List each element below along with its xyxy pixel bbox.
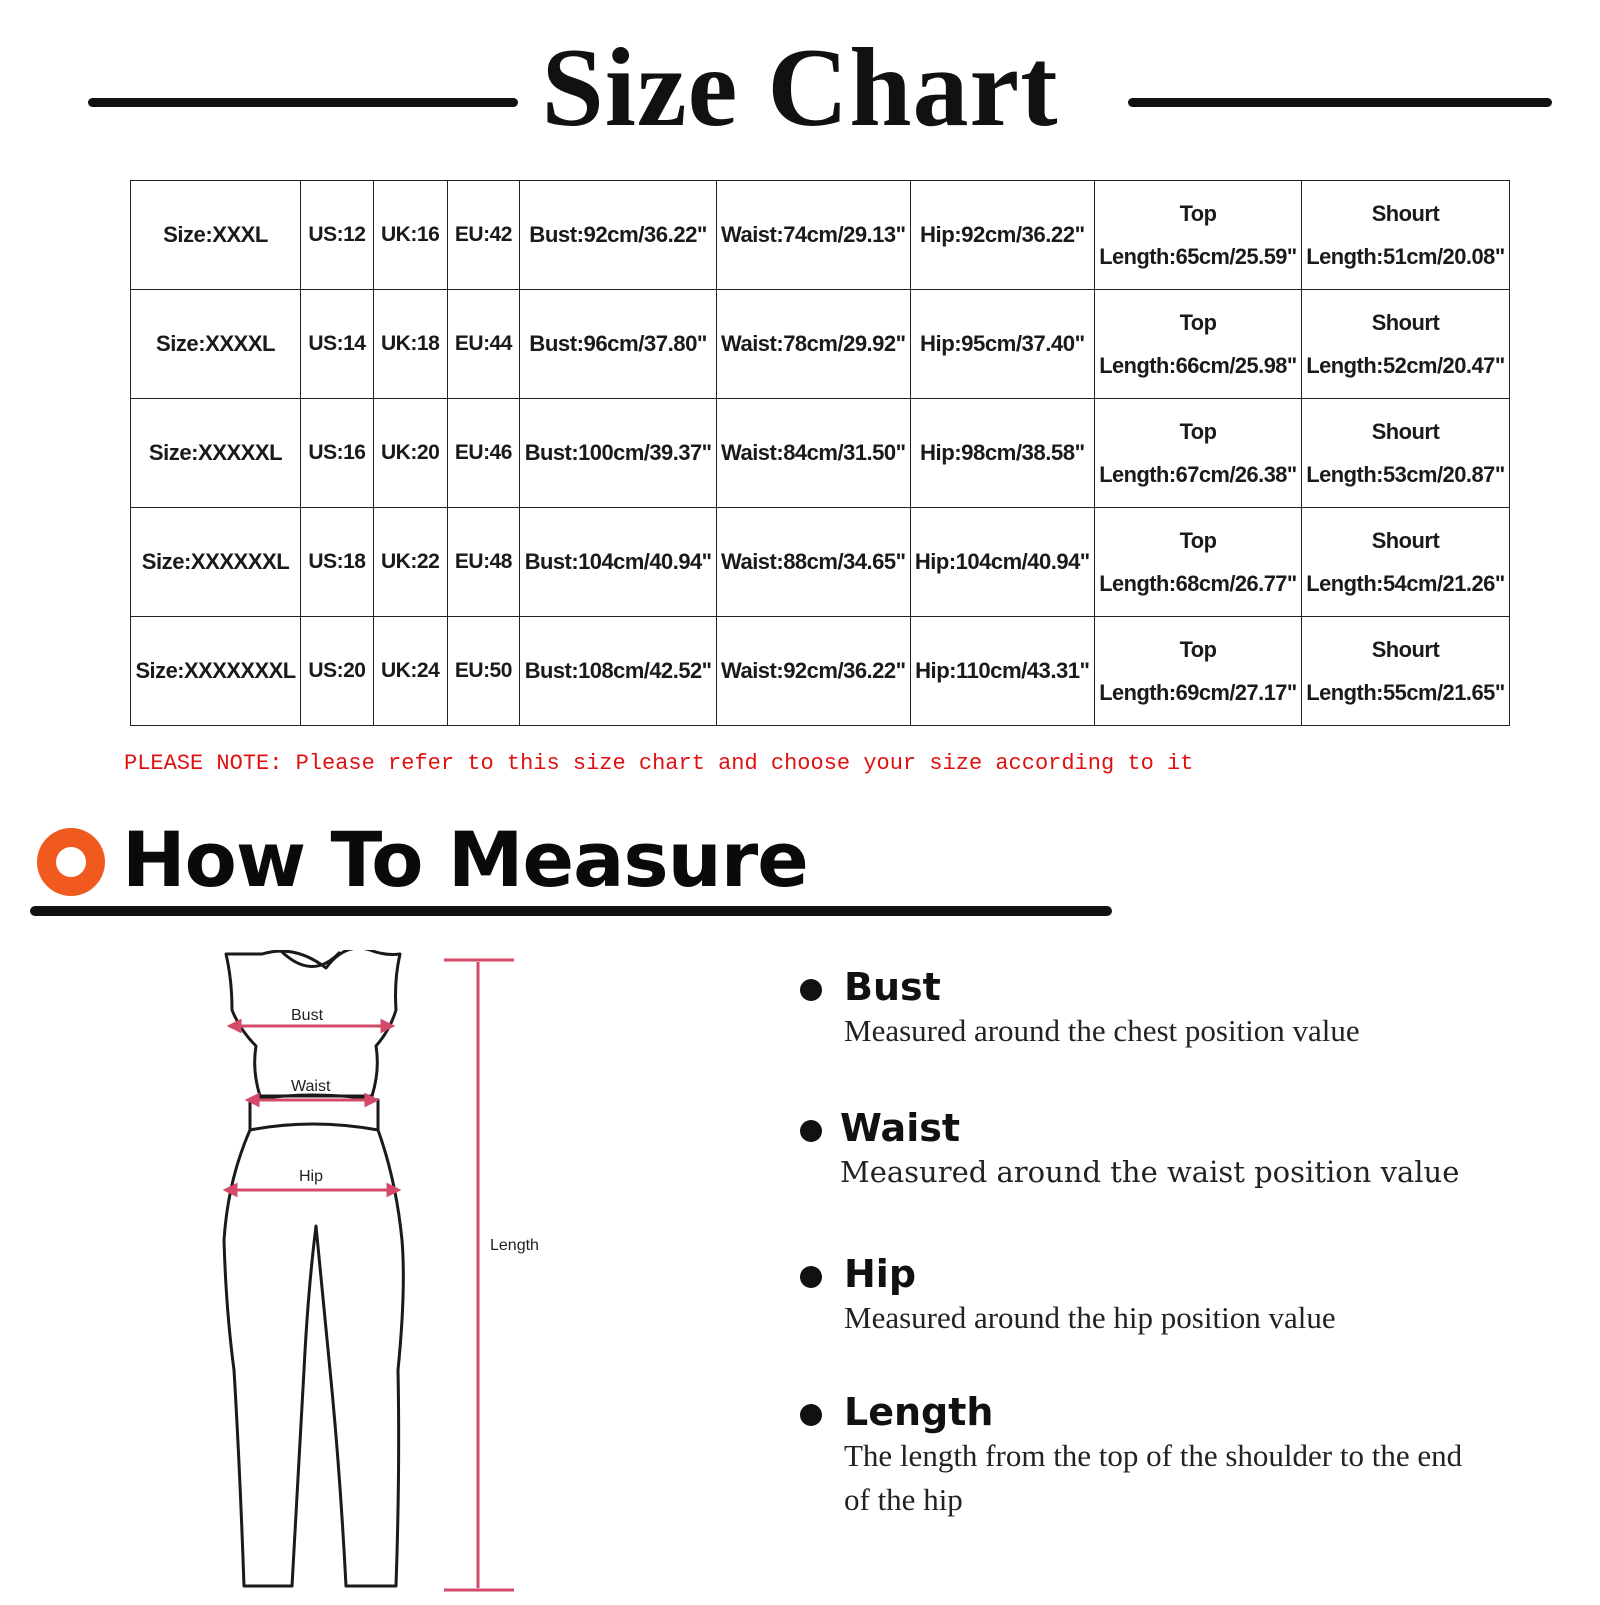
- hip-cell: Hip:92cm/36.22": [910, 181, 1094, 290]
- top-length-cell: [1095, 617, 1302, 726]
- cell-value: Length:69cm/27.17": [1099, 680, 1297, 705]
- bust-cell: Bust:104cm/40.94": [520, 508, 717, 617]
- waist-cell: Waist:74cm/29.13": [716, 181, 910, 290]
- measure-title-hip: Hip: [844, 1252, 917, 1296]
- top-length-cell: [1095, 399, 1302, 508]
- uk-size-cell: UK:20: [373, 399, 447, 508]
- size-cell: Size:XXXL: [131, 181, 301, 290]
- cell-label: Shourt: [1371, 419, 1440, 444]
- size-cell: Size:XXXXXXL: [131, 508, 301, 617]
- table-row: [131, 181, 1510, 290]
- short-length-cell: [1301, 290, 1509, 399]
- waist-cell: Waist:84cm/31.50": [716, 399, 910, 508]
- measure-title-bust: Bust: [844, 965, 941, 1009]
- uk-size-cell: UK:24: [373, 617, 447, 726]
- cell-value: Length:65cm/25.59": [1099, 244, 1297, 269]
- measure-title-length: Length: [844, 1390, 994, 1434]
- size-cell: Size:XXXXL: [131, 290, 301, 399]
- eu-size-cell: EU:50: [447, 617, 520, 726]
- us-size-cell: US:12: [301, 181, 374, 290]
- bust-cell: Bust:108cm/42.52": [520, 617, 717, 726]
- measure-desc-waist: Measured around the waist position value: [840, 1155, 1460, 1189]
- eu-size-cell: EU:44: [447, 290, 520, 399]
- uk-size-cell: UK:16: [373, 181, 447, 290]
- hip-cell: Hip:98cm/38.58": [910, 399, 1094, 508]
- hip-cell: Hip:110cm/43.31": [910, 617, 1094, 726]
- bullet-icon: [800, 1404, 822, 1426]
- cell-value: Length:52cm/20.47": [1306, 353, 1505, 378]
- uk-size-cell: UK:22: [373, 508, 447, 617]
- bullet-icon: [800, 979, 822, 1001]
- cell-value: Length:54cm/21.26": [1306, 571, 1505, 596]
- title-rule-right: [1128, 98, 1552, 107]
- figure-label-bust: Bust: [291, 1007, 324, 1024]
- short-length-cell: [1301, 181, 1509, 290]
- short-length-cell: [1301, 399, 1509, 508]
- measure-desc-bust: Measured around the chest position value: [844, 1013, 1360, 1048]
- measure-desc-hip: Measured around the hip position value: [844, 1300, 1336, 1335]
- cell-value: Length:68cm/26.77": [1099, 571, 1297, 596]
- jumpsuit-figure: [200, 950, 600, 1600]
- cell-label: Top: [1179, 310, 1217, 335]
- table-row: [131, 508, 1510, 617]
- table-row: [131, 399, 1510, 508]
- measure-desc-length: The length from the top of the shoulder to the end of the hip: [844, 1438, 1463, 1517]
- size-cell: Size:XXXXXXXL: [131, 617, 301, 726]
- eu-size-cell: EU:46: [447, 399, 520, 508]
- size-table-body: [131, 181, 1510, 726]
- eu-size-cell: EU:42: [447, 181, 520, 290]
- cell-label: Top: [1179, 528, 1217, 553]
- short-length-cell: [1301, 508, 1509, 617]
- size-chart-header: [0, 22, 1600, 150]
- cell-value: Length:66cm/25.98": [1099, 353, 1297, 378]
- bust-cell: Bust:92cm/36.22": [520, 181, 717, 290]
- us-size-cell: US:18: [301, 508, 374, 617]
- figure-label-hip: Hip: [299, 1168, 324, 1185]
- jumpsuit-outline-icon: [200, 950, 600, 1600]
- cell-value: Length:51cm/20.08": [1306, 244, 1505, 269]
- table-row: [131, 617, 1510, 726]
- cell-value: Length:55cm/21.65": [1306, 680, 1505, 705]
- cell-label: Top: [1179, 637, 1217, 662]
- figure-label-length: Length: [490, 1237, 539, 1254]
- us-size-cell: US:14: [301, 290, 374, 399]
- cell-label: Shourt: [1371, 310, 1440, 335]
- cell-label: Top: [1179, 419, 1217, 444]
- us-size-cell: US:16: [301, 399, 374, 508]
- bullet-icon: [800, 1266, 822, 1288]
- uk-size-cell: UK:18: [373, 290, 447, 399]
- size-table: [130, 180, 1510, 726]
- top-length-cell: [1095, 508, 1302, 617]
- bullet-icon: [800, 1120, 822, 1142]
- hip-cell: Hip:104cm/40.94": [910, 508, 1094, 617]
- table-row: [131, 290, 1510, 399]
- short-length-cell: [1301, 617, 1509, 726]
- how-to-measure-rule: [30, 906, 1112, 916]
- size-cell: Size:XXXXXL: [131, 399, 301, 508]
- cell-value: Length:67cm/26.38": [1099, 462, 1297, 487]
- orange-ring-icon: [37, 828, 105, 896]
- bust-cell: Bust:100cm/39.37": [520, 399, 717, 508]
- cell-value: Length:53cm/20.87": [1306, 462, 1505, 487]
- please-note-text: PLEASE NOTE: Please refer to this size chart and choose your size according to it: [124, 751, 1194, 776]
- top-length-cell: [1095, 290, 1302, 399]
- waist-cell: Waist:92cm/36.22": [716, 617, 910, 726]
- how-to-measure-title: How To Measure: [122, 815, 808, 904]
- cell-label: Shourt: [1371, 528, 1440, 553]
- page-title: Size Chart: [541, 26, 1059, 150]
- waist-cell: Waist:78cm/29.92": [716, 290, 910, 399]
- cell-label: Shourt: [1371, 201, 1440, 226]
- waist-cell: Waist:88cm/34.65": [716, 508, 910, 617]
- measure-title-waist: Waist: [840, 1106, 961, 1150]
- bust-cell: Bust:96cm/37.80": [520, 290, 717, 399]
- hip-cell: Hip:95cm/37.40": [910, 290, 1094, 399]
- eu-size-cell: EU:48: [447, 508, 520, 617]
- cell-label: Top: [1179, 201, 1217, 226]
- top-length-cell: [1095, 181, 1302, 290]
- figure-label-waist: Waist: [291, 1078, 331, 1095]
- cell-label: Shourt: [1371, 637, 1440, 662]
- us-size-cell: US:20: [301, 617, 374, 726]
